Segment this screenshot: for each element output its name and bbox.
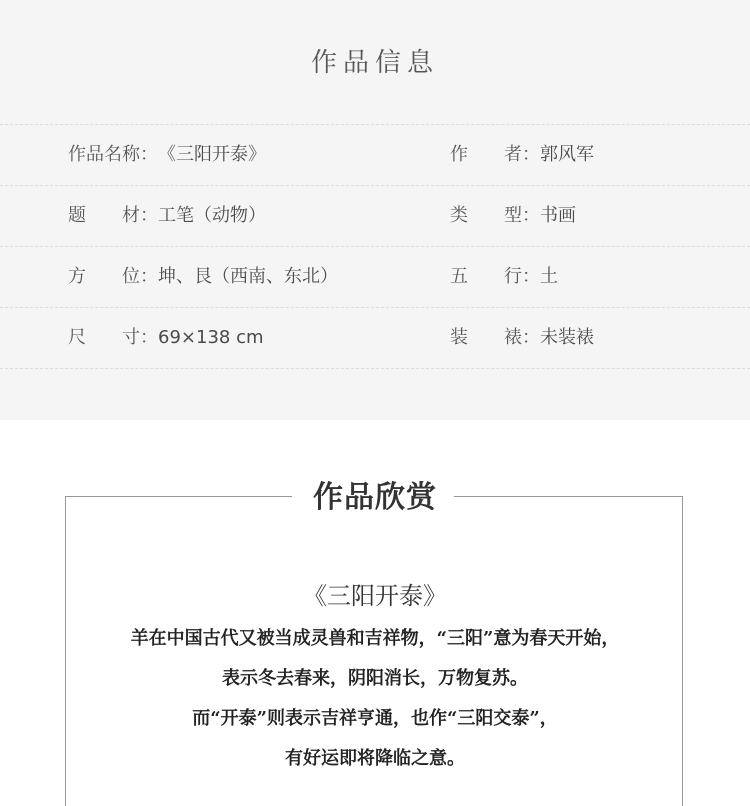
info-value: 《三阳开泰》	[158, 144, 266, 165]
appreciation-title: 作品欣赏	[313, 480, 437, 515]
info-value: 土	[540, 266, 558, 287]
info-cell-mounting	[450, 308, 594, 368]
info-value: 工笔（动物）	[158, 205, 266, 226]
info-label: 方 位：	[68, 266, 158, 287]
info-row	[0, 125, 750, 186]
info-label: 题 材：	[68, 205, 158, 226]
poem-line: 而“开泰”则表示吉祥亨通，也作“三阳交泰”，	[192, 708, 558, 729]
info-label: 装 裱：	[450, 327, 540, 348]
info-row	[0, 186, 750, 247]
info-cell-subject	[68, 186, 266, 246]
info-section-title: 作品信息	[310, 48, 439, 78]
info-value: 书画	[540, 205, 576, 226]
info-value: 郭风军	[540, 144, 594, 165]
info-cell-direction	[68, 247, 338, 307]
info-cell-author	[450, 125, 594, 185]
info-label: 五 行：	[450, 266, 540, 287]
info-row	[0, 247, 750, 308]
info-cell-element	[450, 247, 558, 307]
artwork-appreciation-section	[0, 420, 750, 791]
info-value: 坤、艮（西南、东北）	[158, 266, 338, 287]
info-label: 类 型：	[450, 205, 540, 226]
info-label: 尺 寸：	[68, 327, 158, 348]
info-label: 作品名称：	[68, 144, 158, 165]
info-cell-name	[68, 125, 266, 185]
poem-line: 表示冬去春来，阴阳消长，万物复苏。	[222, 668, 528, 689]
info-label: 作 者：	[450, 144, 540, 165]
info-cell-size	[68, 308, 264, 368]
info-table	[0, 124, 750, 369]
poem-line: 有好运即将降临之意。	[285, 748, 465, 769]
info-cell-type	[450, 186, 576, 246]
info-row	[0, 308, 750, 369]
info-value: 未装裱	[540, 327, 594, 348]
poem-title: 《三阳开泰》	[303, 582, 447, 610]
poem-line: 羊在中国古代又被当成灵兽和吉祥物，“三阳”意为春天开始，	[130, 628, 620, 649]
info-value: 69×138 cm	[158, 327, 264, 348]
